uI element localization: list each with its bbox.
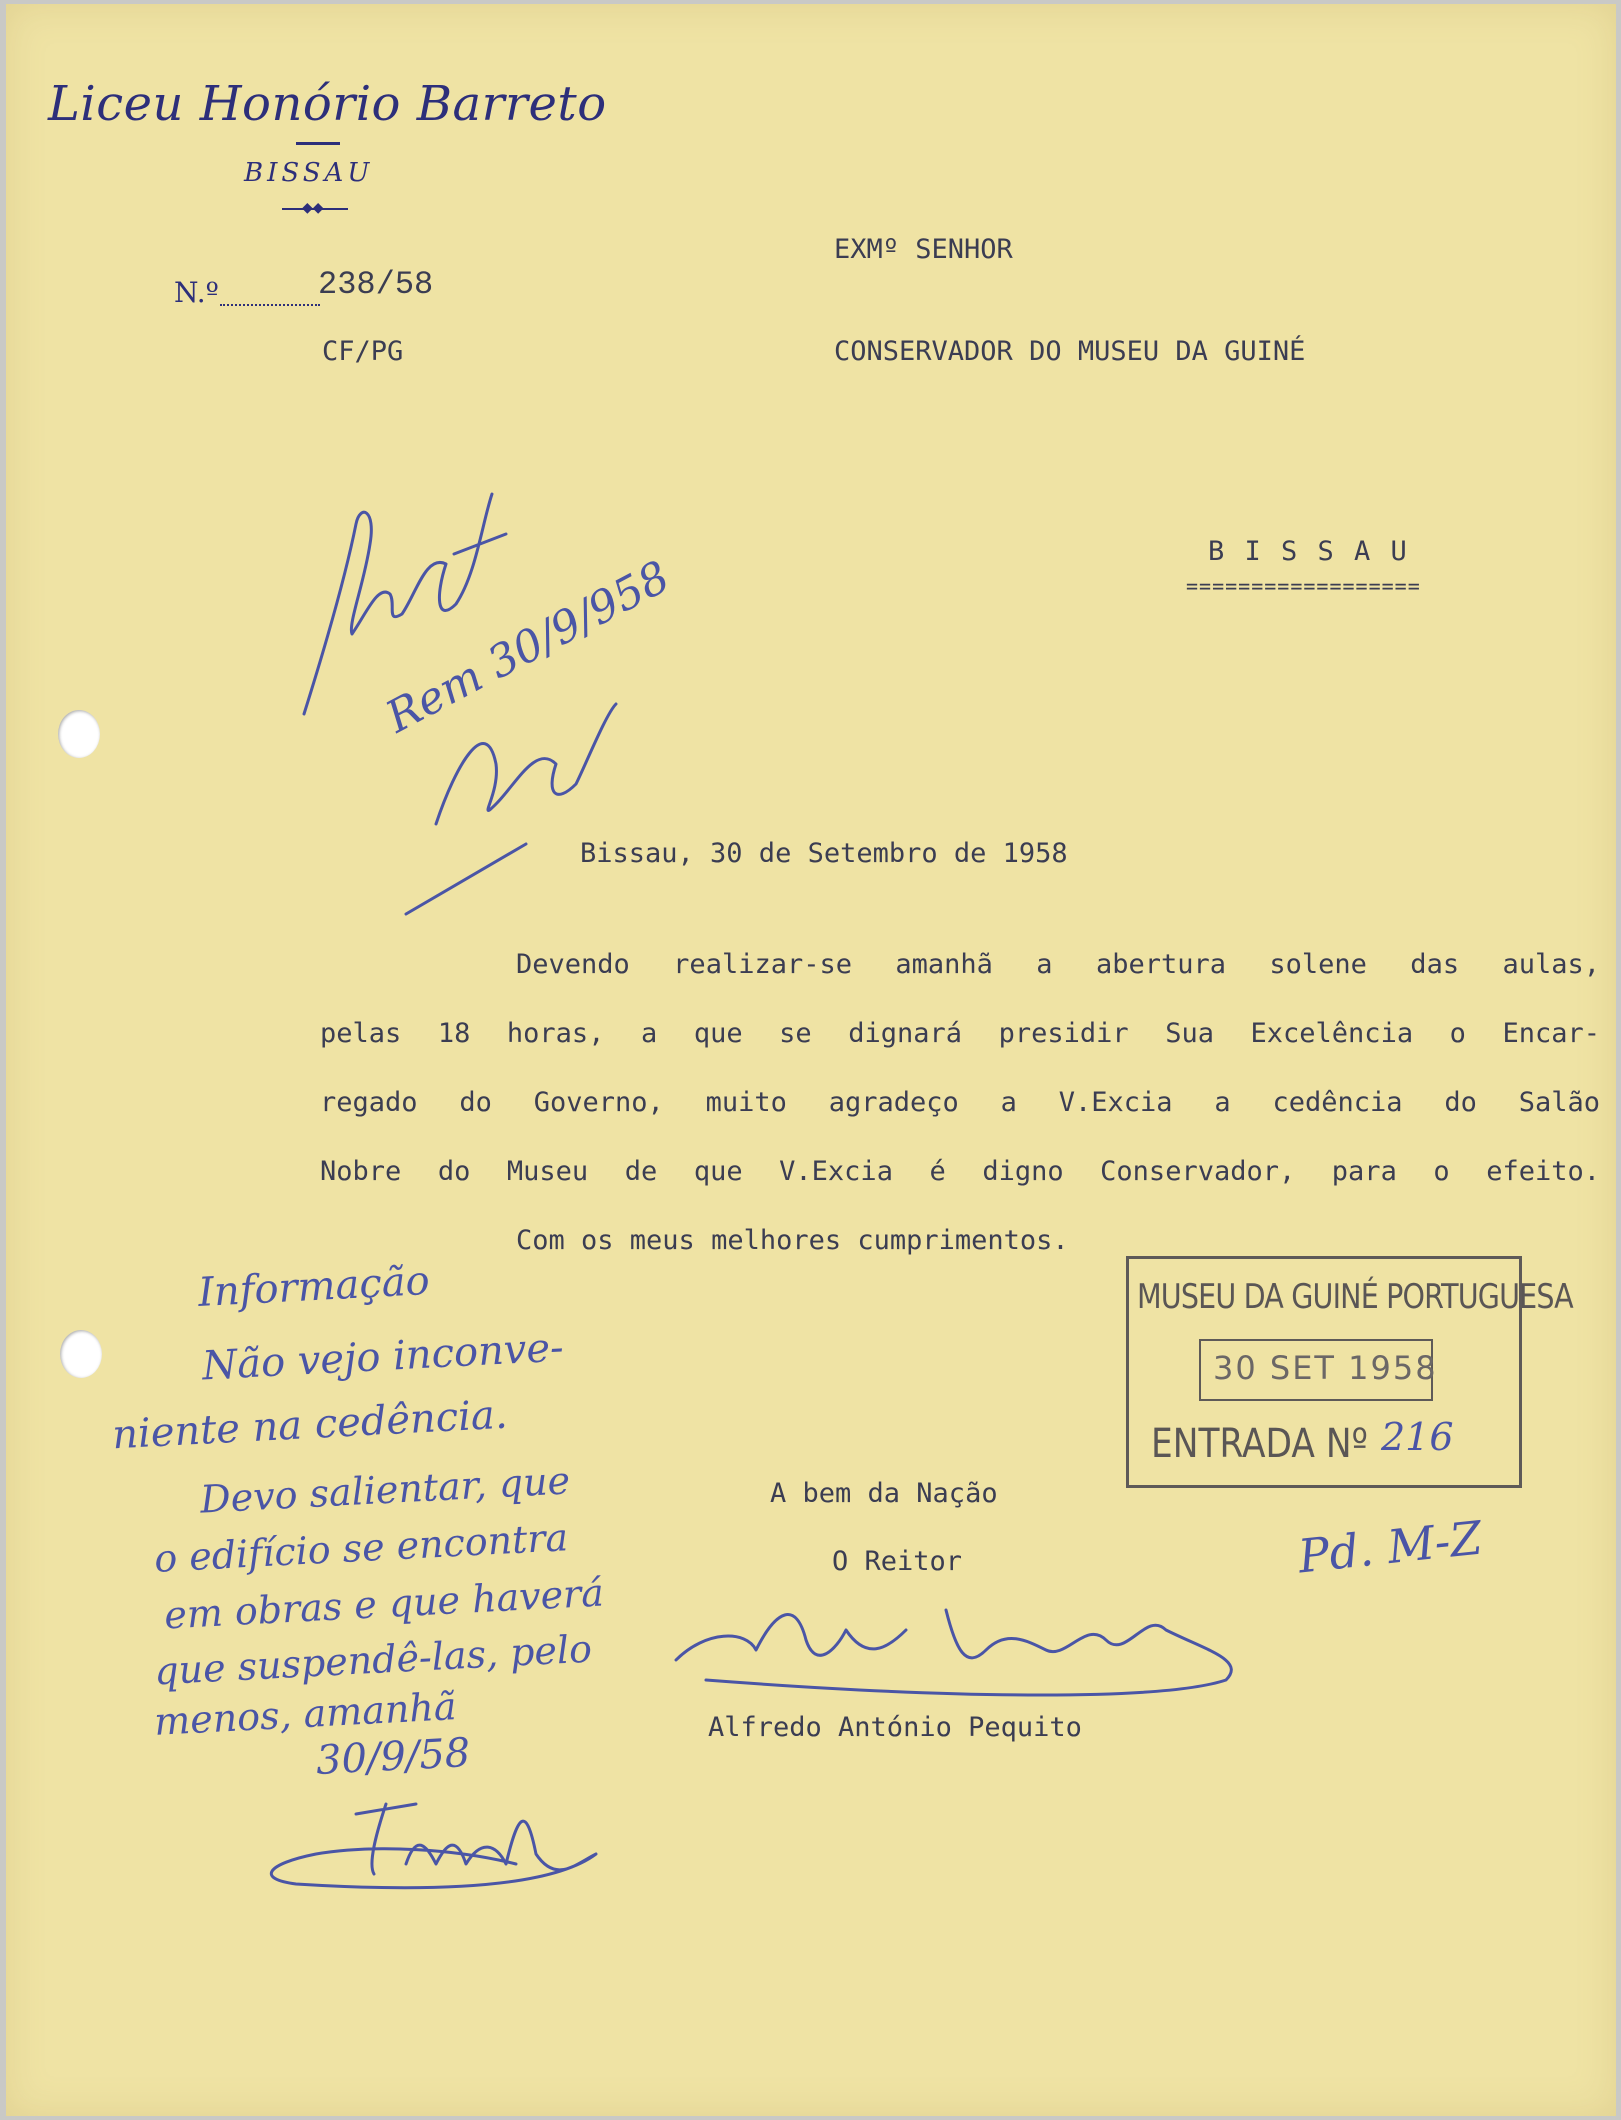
reference-number: 238/58	[318, 266, 434, 303]
institution-name: Liceu Honório Barreto	[48, 76, 607, 132]
salutation: EXMº SENHOR	[834, 234, 1013, 265]
letterhead-rule	[296, 142, 340, 145]
addressee-city-underline: ==================	[1186, 574, 1421, 598]
valediction: A bem da Nação	[770, 1478, 998, 1509]
initials-note: Pd. M-Z	[1295, 1510, 1485, 1584]
note-line-1: Informação	[196, 1257, 431, 1317]
stamp-date: 30 SET 1958	[1213, 1349, 1438, 1387]
stamp-date-box	[1199, 1339, 1438, 1401]
body-line-1: Devendo realizar-se amanhã a abertura solene das aulas,	[516, 949, 1600, 980]
signature-stroke	[406, 704, 616, 914]
reference-initials: CF/PG	[322, 336, 404, 367]
letterhead-city: BISSAU	[244, 158, 374, 188]
note-line-4: Devo salientar, que	[199, 1458, 572, 1522]
stamp-entry-label: ENTRADA Nº	[1151, 1421, 1368, 1467]
addressee-city: B I S S A U	[1208, 536, 1409, 567]
addressee-title: CONSERVADOR DO MUSEU DA GUINÉ	[834, 336, 1306, 367]
signer-role: O Reitor	[832, 1546, 963, 1577]
note-signature	[256, 1794, 616, 1904]
ornament-icon: ◆◆	[302, 200, 324, 216]
reitor-signature	[666, 1590, 1266, 1710]
number-label: N.º	[174, 276, 219, 309]
letter-page	[6, 4, 1616, 2116]
note-line-3: niente na cedência.	[111, 1391, 509, 1459]
note-line-8: menos, amanhã	[153, 1684, 458, 1744]
punch-hole-top	[58, 710, 100, 758]
museum-entry-stamp	[1126, 1256, 1573, 1488]
signer-name: Alfredo António Pequito	[708, 1712, 1082, 1743]
note-line-9: 30/9/58	[314, 1729, 472, 1785]
body-line-4: Nobre do Museu de que V.Excia é digno Conservador, para o efeito.	[320, 1156, 1600, 1187]
stamp-entry-number: 216	[1381, 1415, 1454, 1459]
number-dotted-line	[220, 304, 320, 306]
body-line-3: regado do Governo, muito agradeço a V.Excia a cedência do Salão	[320, 1087, 1600, 1118]
stamp-title: MUSEU DA GUINÉ PORTUGUESA	[1137, 1277, 1573, 1317]
punch-hole-bottom	[60, 1330, 102, 1378]
note-line-2: Não vejo inconve-	[201, 1324, 565, 1390]
note-line-6: em obras e que haverá	[163, 1570, 605, 1638]
date-line: Bissau, 30 de Setembro de 1958	[580, 838, 1068, 869]
body-line-2: pelas 18 horas, a que se dignará presidir Sua Excelência o Encar-	[320, 1018, 1600, 1049]
authorization-date: Rem 30/9/958	[378, 551, 678, 744]
closing-line: Com os meus melhores cumprimentos.	[516, 1225, 1069, 1256]
note-line-7: que suspendê-las, pelo	[153, 1626, 593, 1694]
letter-body	[320, 930, 1600, 1275]
note-line-5: o edifício se encontra	[153, 1515, 570, 1581]
